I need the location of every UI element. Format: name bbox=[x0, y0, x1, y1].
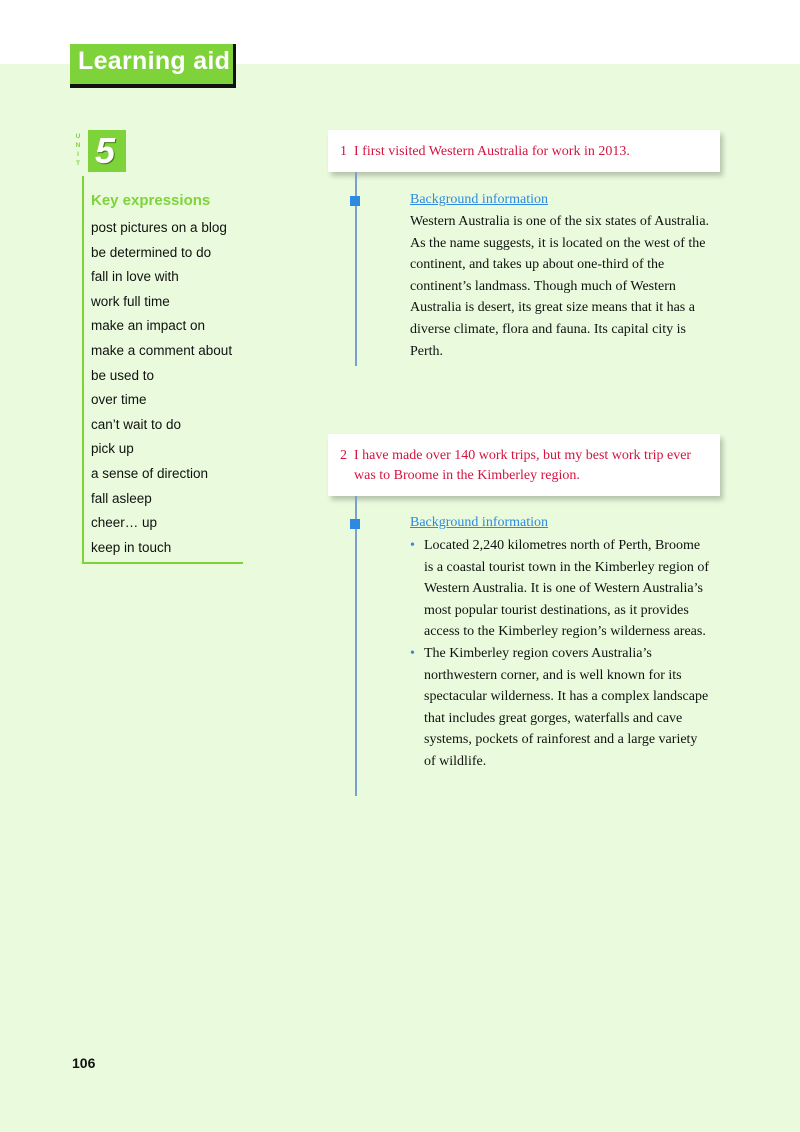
bullet-text: Located 2,240 kilometres north of Perth, Broome is a coastal tourist town in the Kimberley region of Western Australia. It is one of Western Australia’s most popular tourist destinations, as it provides access to the Kimberley region’s wilderness areas. bbox=[424, 538, 709, 640]
sidebar-border-left bbox=[82, 176, 84, 564]
unit-label bbox=[74, 132, 82, 168]
key-expression-item: work full time bbox=[91, 293, 170, 309]
unit-label-letter-i: I bbox=[77, 151, 79, 158]
background-info-bullets-2 bbox=[410, 535, 710, 773]
background-info-title-2: Background information bbox=[410, 515, 549, 530]
key-expressions-list bbox=[91, 216, 232, 560]
background-info-title-1: Background information bbox=[410, 192, 549, 207]
unit-label-letter-u: U bbox=[75, 133, 81, 140]
unit-label-letter-t: T bbox=[76, 160, 80, 167]
unit-number: 5 bbox=[95, 130, 116, 171]
bullet-item bbox=[410, 535, 710, 643]
header-tab bbox=[70, 44, 236, 88]
key-expression-item: be used to bbox=[91, 367, 155, 383]
key-expression-item: over time bbox=[91, 392, 147, 408]
key-expression-item: make an impact on bbox=[91, 318, 206, 334]
key-expressions-title: Key expressions bbox=[91, 192, 211, 209]
bullet-icon: • bbox=[410, 645, 415, 661]
key-expression-item: pick up bbox=[91, 441, 134, 457]
header-tab-fill bbox=[70, 44, 233, 84]
unit-label-letter-n: N bbox=[75, 142, 81, 149]
background-info-text-1: Western Australia is one of the six states of Australia. As the name suggests, it is located on the west of the continent, and takes up about one-third of the continent’s landmass. Though much of Western Australia is desert, its great size means that it has a diverse climate, flora and fauna. Its capital city is Perth. bbox=[410, 214, 710, 359]
key-expression-item: keep in touch bbox=[91, 539, 172, 555]
sentence-number: 1 bbox=[340, 144, 347, 159]
key-expression-item: can’t wait to do bbox=[91, 416, 182, 432]
key-expression-item: make a comment about bbox=[91, 342, 233, 358]
timeline-marker-1 bbox=[350, 196, 360, 206]
sentence-text: I first visited Western Australia for work in 2013. bbox=[354, 144, 630, 159]
sentence-box-1 bbox=[328, 130, 720, 172]
sentence-box-2 bbox=[328, 434, 720, 496]
bullet-item bbox=[410, 643, 710, 773]
sentence-text: I have made over 140 work trips, but my best work trip ever was to Broome in the Kimberley region. bbox=[354, 448, 692, 483]
key-expression-item: a sense of direction bbox=[91, 465, 209, 481]
sentence-number: 2 bbox=[340, 448, 347, 463]
bullet-icon: • bbox=[410, 538, 415, 553]
key-expression-item: be determined to do bbox=[91, 244, 212, 260]
key-expression-item: fall in love with bbox=[91, 269, 179, 285]
key-expression-item: cheer… up bbox=[91, 515, 158, 531]
sidebar-border-bottom bbox=[82, 562, 243, 564]
timeline-marker-2 bbox=[350, 519, 360, 529]
key-expression-item: post pictures on a blog bbox=[91, 220, 227, 235]
header-title: Learning aid bbox=[78, 47, 231, 75]
bullet-text: The Kimberley region covers Australia’s northwestern corner, and is well known for its spectacular wilderness. It has a complex landscape that includes great gorges, waterfalls and cave systems, pockets of rainforest and a large variety of wildlife. bbox=[424, 645, 709, 769]
unit-number-badge bbox=[88, 130, 126, 172]
page-number: 106 bbox=[72, 1055, 96, 1071]
key-expression-item: fall asleep bbox=[91, 490, 152, 506]
timeline-line-2 bbox=[355, 496, 357, 796]
